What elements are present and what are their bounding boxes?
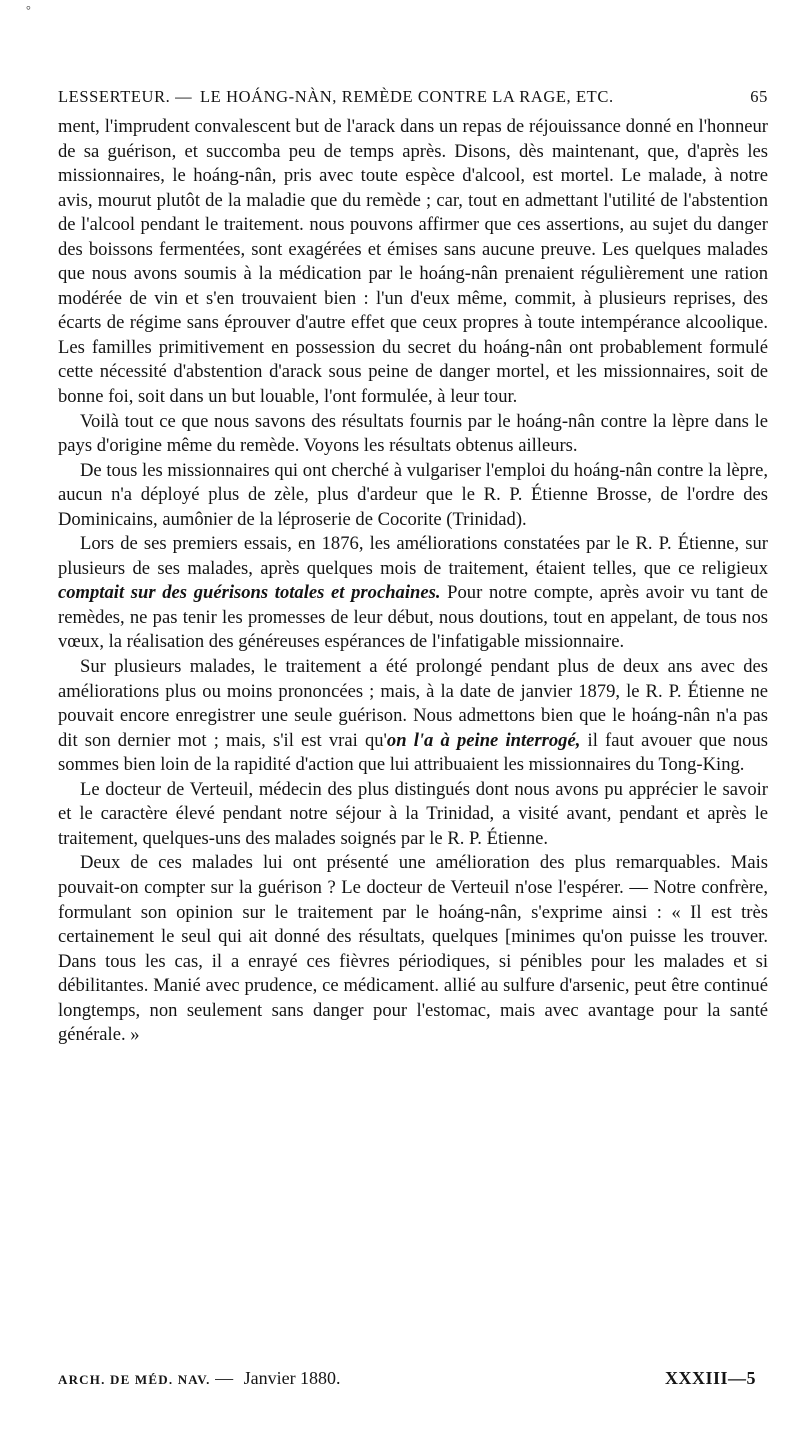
paragraph-text: De tous les missionnaires qui ont cherché à vulgariser l'emploi du hoáng-nân contre la lèpre, aucun n'a déployé plus de zèle, plus d'ardeur que le R. P. Étienne Brosse, de l'ordre des Dominicains, aumônier de la léproserie de Cocorite (Trinidad). — [58, 459, 768, 530]
footer-separator: — — [215, 1368, 234, 1388]
paragraph-text: Lors de ses premiers essais, en 1876, les améliorations constatées par le R. P. Étienne, sur plusieurs de ses malades, après quelques mois de traitement, étaient telles, que ce religieux — [58, 533, 768, 579]
paragraph-text: Le docteur de Verteuil, médecin des plus distingués dont nous avons pu apprécier le savoir et le caractère élevé pendant notre séjour à la Trinidad, a visité avant, pendant et après le traitement, quelques-uns des malades soignés par le R. P. Étienne. — [58, 778, 768, 849]
emphasis-text: comptait sur des guérisons totales et prochaines. — [58, 582, 441, 604]
article-body — [58, 115, 768, 1048]
page-number: 65 — [750, 87, 768, 106]
running-header — [58, 87, 768, 107]
header-separator: — — [175, 87, 193, 106]
paragraph — [58, 655, 768, 778]
paragraph-text: il faut avouer que nous sommes bien loin de la rapidité d'action que lui attribuaient les missionnaires du Tong-King. — [58, 729, 769, 776]
paragraph — [58, 459, 768, 533]
footer-journal: ARCH. DE MÉD. NAV. — [58, 1372, 211, 1387]
paragraph-text: Voilà tout ce que nous savons des résultats fournis par le hoáng-nân contre la lèpre dans le pays d'origine même du remède. Voyons les résultats obtenus ailleurs. — [58, 410, 768, 457]
paragraph-text: Sur plusieurs malades, le traitement a été prolongé pendant plus de deux ans avec des améliorations plus ou moins prononcées ; mais, à la date de janvier 1879, le R. P. Étienne ne pouvait encore enregistrer une seule guérison. Nous admettons bien que le hoáng-nân n'a pas dit son dernier mot ; mais, s'il est vrai qu' — [58, 656, 768, 751]
paragraph-text: ment, l'imprudent convalescent but de l'arack dans un repas de réjouissance donné en l'honneur de sa guérison, et succomba peu de temps après. Disons, dès maintenant, que, d'après les missionnaires, le hoáng-nân, pris avec toute espèce d'alcool, est mortel. Le malade, à notre avis, mourut plutôt de la maladie que du remède ; car, tout en admettant l'utilité de l'abstention de l'alcool pendant le traitement. nous pouvons affirmer que ces assertions, au sujet du danger des boissons fermentées, sont exagérées et émises sans aucune preuve. Les quelques malades que nous avons soumis à la médication par le hoáng-nân prenaient régulièrement une ration modérée de vin et s'en trouvaient bien : l'un d'eux même, commit, à plusieurs reprises, des écarts de régime sans éprouver d'autre effet que ceux propres à toute intempérance alcoolique. Les familles primitivement en possession du secret du hoáng-nân ont probablement formulé cette nécessité d'abstention d'arack sous peine de danger mortel, et les missionnaires, soit de bonne foi, soit dans un but louable, l'ont formulée, à leur tour. — [58, 116, 768, 408]
paragraph — [58, 778, 768, 852]
paragraph — [58, 532, 768, 655]
emphasis-text: on l'a à peine interrogé, — [386, 729, 581, 751]
paragraph-text: Deux de ces malades lui ont présenté une amélioration des plus remarquables. Mais pouvait-on compter sur la guérison ? Le docteur de Verteuil n'ose l'espérer. — Notre confrère, formulant son opinion sur le traitement par le hoáng-nân, s'exprime ainsi : « Il est très certainement le seul qui ait donné des résultats, quelques [minimes qu'on puisse les trouver. Dans tous les cas, il a enrayé ces fièvres périodiques, si pénibles pour les malades et si débilitantes. Manié avec prudence, ce médicament. allié au sulfure d'arsenic, peut être continué longtemps, non seulement sans danger pour l'estomac, mais avec avantage pour la santé générale. » — [58, 852, 768, 1046]
paragraph — [58, 851, 768, 1047]
paragraph — [58, 115, 768, 410]
signature-mark: XXXIII—5 — [664, 1368, 756, 1388]
paragraph — [58, 410, 768, 459]
header-title: LE HOÁNG-NÀN, REMÈDE CONTRE LA RAGE, ETC. — [200, 87, 614, 106]
page-footer — [58, 1367, 768, 1391]
paragraph-text: Pour notre compte, après avoir vu tant de remèdes, ne pas tenir les promesses de leur début, nous doutions, tout en appelant, de tous nos vœux, la réalisation des généreuses espérances de l'infatigable missionnaire. — [58, 582, 768, 653]
corner-mark: ° — [26, 3, 31, 17]
footer-date: Janvier 1880. — [243, 1368, 341, 1388]
header-author: LESSERTEUR. — [58, 87, 171, 106]
